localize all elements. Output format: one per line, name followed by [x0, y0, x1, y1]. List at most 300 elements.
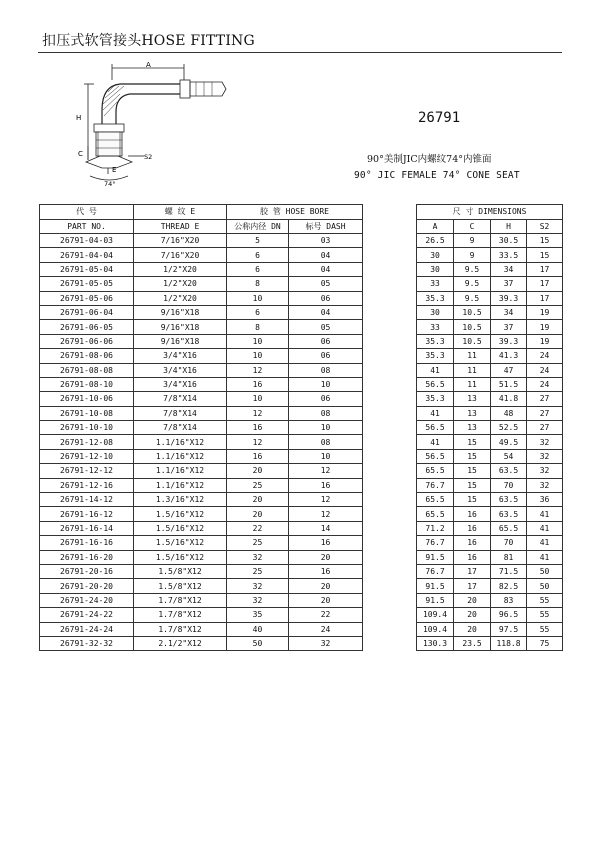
cell-c: 9.5 [454, 277, 491, 291]
cell-dash: 22 [289, 608, 363, 622]
cell-s2: 15 [527, 234, 563, 248]
cell-dash: 04 [289, 262, 363, 276]
cell-thread: 1.1/16"X12 [134, 464, 227, 478]
cell-thread: 1.5/8"X12 [134, 579, 227, 593]
cell-s2: 50 [527, 564, 563, 578]
cell-dn: 5 [227, 234, 289, 248]
cell-c: 16 [454, 550, 491, 564]
cell-part-no: 26791-05-04 [40, 262, 134, 276]
cell-a: 76.7 [417, 478, 454, 492]
cell-dn: 10 [227, 291, 289, 305]
cell-a: 35.3 [417, 392, 454, 406]
cell-s2: 75 [527, 636, 563, 650]
cell-dn: 25 [227, 478, 289, 492]
table-row [40, 449, 563, 463]
cell-dn: 10 [227, 349, 289, 363]
cell-c: 9 [454, 234, 491, 248]
cell-part-no: 26791-10-06 [40, 392, 134, 406]
dim-e-label: E [112, 166, 117, 174]
cell-part-no: 26791-12-12 [40, 464, 134, 478]
cell-thread: 1.5/16"X12 [134, 550, 227, 564]
cell-s2: 17 [527, 291, 563, 305]
cell-s2: 24 [527, 349, 563, 363]
cell-c: 15 [454, 478, 491, 492]
cell-s2: 41 [527, 521, 563, 535]
gap-cell [363, 421, 417, 435]
cell-a: 109.4 [417, 622, 454, 636]
gap-cell [363, 478, 417, 492]
table-row [40, 392, 563, 406]
table-row [40, 464, 563, 478]
cell-c: 15 [454, 464, 491, 478]
cell-s2: 32 [527, 435, 563, 449]
cell-dn: 32 [227, 579, 289, 593]
cell-dn: 32 [227, 550, 289, 564]
cell-s2: 27 [527, 392, 563, 406]
cell-s2: 19 [527, 334, 563, 348]
cell-thread: 3/4"X16 [134, 377, 227, 391]
cell-part-no: 26791-24-22 [40, 608, 134, 622]
cell-dash: 10 [289, 449, 363, 463]
cell-dash: 04 [289, 248, 363, 262]
table-row [40, 334, 563, 348]
cell-c: 17 [454, 579, 491, 593]
header-hose-bore: 胶 管 HOSE BORE [227, 205, 363, 220]
cell-dash: 06 [289, 291, 363, 305]
cell-thread: 1.1/16"X12 [134, 449, 227, 463]
cell-s2: 15 [527, 248, 563, 262]
page-title: 扣压式软管接头HOSE FITTING [42, 33, 255, 49]
header-dn: 公称内径 DN [227, 219, 289, 234]
table-row [40, 622, 563, 636]
table-row [40, 478, 563, 492]
cell-part-no: 26791-32-32 [40, 636, 134, 650]
gap-cell [363, 349, 417, 363]
cell-h: 52.5 [491, 421, 527, 435]
cell-dash: 14 [289, 521, 363, 535]
cell-dn: 12 [227, 406, 289, 420]
cell-dash: 05 [289, 320, 363, 334]
cell-thread: 3/4"X16 [134, 349, 227, 363]
header-row-2 [40, 219, 563, 234]
cell-a: 56.5 [417, 377, 454, 391]
cell-dn: 16 [227, 377, 289, 391]
gap-cell [363, 521, 417, 535]
table-row [40, 277, 563, 291]
cell-part-no: 26791-06-04 [40, 305, 134, 319]
cell-thread: 1.7/8"X12 [134, 608, 227, 622]
fitting-drawing [72, 60, 242, 190]
cell-s2: 50 [527, 579, 563, 593]
gap-cell [363, 406, 417, 420]
cell-s2: 36 [527, 493, 563, 507]
cell-dn: 12 [227, 435, 289, 449]
cell-dn: 10 [227, 392, 289, 406]
cell-part-no: 26791-16-12 [40, 507, 134, 521]
cell-s2: 32 [527, 464, 563, 478]
cell-part-no: 26791-05-06 [40, 291, 134, 305]
cell-h: 30.5 [491, 234, 527, 248]
cell-thread: 1/2"X20 [134, 262, 227, 276]
cell-dash: 08 [289, 435, 363, 449]
cell-dn: 6 [227, 262, 289, 276]
cell-c: 20 [454, 622, 491, 636]
cell-dash: 12 [289, 464, 363, 478]
cell-thread: 9/16"X18 [134, 320, 227, 334]
cell-part-no: 26791-06-06 [40, 334, 134, 348]
cell-c: 11 [454, 377, 491, 391]
cell-dn: 8 [227, 320, 289, 334]
cell-dash: 06 [289, 334, 363, 348]
cell-h: 96.5 [491, 608, 527, 622]
gap-cell [363, 392, 417, 406]
cell-thread: 1.7/8"X12 [134, 622, 227, 636]
cell-c: 10.5 [454, 305, 491, 319]
cell-c: 10.5 [454, 320, 491, 334]
header-part-no: PART NO. [40, 219, 134, 234]
gap-cell [363, 291, 417, 305]
cell-c: 11 [454, 363, 491, 377]
cell-dash: 10 [289, 377, 363, 391]
cell-h: 33.5 [491, 248, 527, 262]
cell-s2: 24 [527, 377, 563, 391]
cell-dash: 12 [289, 507, 363, 521]
cell-a: 26.5 [417, 234, 454, 248]
cell-dn: 16 [227, 421, 289, 435]
gap-cell [363, 449, 417, 463]
table-row [40, 507, 563, 521]
table-row [40, 349, 563, 363]
table-row [40, 435, 563, 449]
cell-c: 9.5 [454, 291, 491, 305]
cell-dn: 8 [227, 277, 289, 291]
cell-dn: 50 [227, 636, 289, 650]
cell-dn: 12 [227, 363, 289, 377]
cell-h: 63.5 [491, 493, 527, 507]
cell-part-no: 26791-06-05 [40, 320, 134, 334]
cell-c: 17 [454, 564, 491, 578]
gap-cell [363, 608, 417, 622]
cell-c: 13 [454, 421, 491, 435]
table-row [40, 421, 563, 435]
cell-h: 34 [491, 305, 527, 319]
cell-c: 20 [454, 593, 491, 607]
cell-dash: 05 [289, 277, 363, 291]
gap-cell [363, 435, 417, 449]
cell-dash: 16 [289, 564, 363, 578]
cell-s2: 32 [527, 478, 563, 492]
cell-thread: 1.1/16"X12 [134, 435, 227, 449]
cell-c: 9 [454, 248, 491, 262]
gap-cell [363, 363, 417, 377]
cell-dn: 25 [227, 564, 289, 578]
cell-thread: 7/8"X14 [134, 421, 227, 435]
cell-a: 30 [417, 262, 454, 276]
cell-dn: 6 [227, 305, 289, 319]
cell-s2: 55 [527, 608, 563, 622]
product-number: 26791 [418, 110, 461, 126]
cell-s2: 27 [527, 421, 563, 435]
cell-dn: 20 [227, 507, 289, 521]
cell-dash: 10 [289, 421, 363, 435]
cell-a: 41 [417, 363, 454, 377]
cell-dash: 32 [289, 636, 363, 650]
cell-part-no: 26791-08-10 [40, 377, 134, 391]
cell-a: 65.5 [417, 507, 454, 521]
cell-h: 70 [491, 478, 527, 492]
cell-thread: 1.5/16"X12 [134, 536, 227, 550]
dim-h-label: H [76, 114, 82, 122]
cell-a: 35.3 [417, 349, 454, 363]
cell-a: 130.3 [417, 636, 454, 650]
cell-part-no: 26791-10-10 [40, 421, 134, 435]
cell-thread: 1.7/8"X12 [134, 593, 227, 607]
description-en: 90° JIC FEMALE 74° CONE SEAT [354, 170, 520, 181]
gap-cell [363, 234, 417, 248]
cell-c: 16 [454, 507, 491, 521]
cell-part-no: 26791-16-14 [40, 521, 134, 535]
cell-part-no: 26791-05-05 [40, 277, 134, 291]
gap-cell [363, 622, 417, 636]
table-row [40, 320, 563, 334]
cell-dn: 20 [227, 464, 289, 478]
cell-dn: 25 [227, 536, 289, 550]
cell-h: 83 [491, 593, 527, 607]
cell-thread: 7/8"X14 [134, 406, 227, 420]
cell-s2: 41 [527, 550, 563, 564]
cell-c: 15 [454, 449, 491, 463]
table-row [40, 579, 563, 593]
cell-a: 56.5 [417, 449, 454, 463]
cell-h: 34 [491, 262, 527, 276]
cell-a: 33 [417, 277, 454, 291]
cell-h: 39.3 [491, 291, 527, 305]
cell-dash: 03 [289, 234, 363, 248]
cell-h: 71.5 [491, 564, 527, 578]
gap-cell [363, 550, 417, 564]
cell-c: 15 [454, 435, 491, 449]
cell-thread: 7/8"X14 [134, 392, 227, 406]
gap-cell [363, 593, 417, 607]
header-thread: 螺 纹 E [134, 205, 227, 220]
cell-h: 41.3 [491, 349, 527, 363]
cell-thread: 1.5/16"X12 [134, 521, 227, 535]
angle-label: 74° [104, 180, 116, 188]
dim-a-label: A [146, 61, 151, 69]
cell-thread: 3/4"X16 [134, 363, 227, 377]
gap-cell [363, 536, 417, 550]
cell-h: 37 [491, 277, 527, 291]
cell-part-no: 26791-12-10 [40, 449, 134, 463]
cell-c: 20 [454, 608, 491, 622]
header-dimensions: 尺 寸 DIMENSIONS [417, 205, 563, 220]
cell-dash: 12 [289, 493, 363, 507]
cell-thread: 1/2"X20 [134, 277, 227, 291]
header-code: 代 号 [40, 205, 134, 220]
header-c: C [454, 219, 491, 234]
table-row [40, 636, 563, 650]
cell-a: 65.5 [417, 493, 454, 507]
cell-a: 41 [417, 406, 454, 420]
cell-h: 41.8 [491, 392, 527, 406]
cell-part-no: 26791-12-08 [40, 435, 134, 449]
cell-dn: 35 [227, 608, 289, 622]
cell-h: 82.5 [491, 579, 527, 593]
cell-dash: 16 [289, 478, 363, 492]
cell-s2: 27 [527, 406, 563, 420]
header-gap [363, 219, 417, 234]
table-row [40, 406, 563, 420]
gap-cell [363, 493, 417, 507]
dim-c-label: C [78, 150, 83, 158]
cell-a: 91.5 [417, 593, 454, 607]
cell-h: 97.5 [491, 622, 527, 636]
cell-s2: 41 [527, 536, 563, 550]
cell-part-no: 26791-14-12 [40, 493, 134, 507]
cell-thread: 2.1/2"X12 [134, 636, 227, 650]
cell-dn: 22 [227, 521, 289, 535]
cell-part-no: 26791-08-08 [40, 363, 134, 377]
cell-dash: 20 [289, 579, 363, 593]
table-row [40, 493, 563, 507]
cell-part-no: 26791-08-06 [40, 349, 134, 363]
gap-cell [363, 564, 417, 578]
gap-cell [363, 464, 417, 478]
gap-cell [363, 334, 417, 348]
cell-c: 13 [454, 406, 491, 420]
cell-s2: 19 [527, 320, 563, 334]
cell-part-no: 26791-20-16 [40, 564, 134, 578]
cell-h: 37 [491, 320, 527, 334]
gap-cell [363, 277, 417, 291]
gap-cell [363, 248, 417, 262]
gap-cell [363, 579, 417, 593]
cell-dn: 10 [227, 334, 289, 348]
cell-dash: 08 [289, 406, 363, 420]
gap-cell [363, 377, 417, 391]
table-row [40, 305, 563, 319]
cell-dash: 20 [289, 593, 363, 607]
table-row [40, 550, 563, 564]
header-a: A [417, 219, 454, 234]
description-cn: 90°美制JIC内螺纹74°内锥面 [367, 154, 492, 165]
cell-dn: 16 [227, 449, 289, 463]
header-gap [363, 205, 417, 220]
cell-dn: 32 [227, 593, 289, 607]
cell-s2: 41 [527, 507, 563, 521]
cell-dn: 6 [227, 248, 289, 262]
cell-thread: 9/16"X18 [134, 305, 227, 319]
cell-h: 54 [491, 449, 527, 463]
table-row [40, 291, 563, 305]
cell-h: 118.8 [491, 636, 527, 650]
cell-s2: 32 [527, 449, 563, 463]
cell-h: 63.5 [491, 507, 527, 521]
cell-part-no: 26791-16-20 [40, 550, 134, 564]
cell-a: 65.5 [417, 464, 454, 478]
gap-cell [363, 636, 417, 650]
spec-table [39, 204, 563, 651]
table-row [40, 608, 563, 622]
cell-c: 10.5 [454, 334, 491, 348]
cell-thread: 1.1/16"X12 [134, 478, 227, 492]
cell-dash: 08 [289, 363, 363, 377]
header-s2: S2 [527, 219, 563, 234]
cell-a: 76.7 [417, 564, 454, 578]
cell-s2: 19 [527, 305, 563, 319]
cell-a: 35.3 [417, 334, 454, 348]
cell-dash: 04 [289, 305, 363, 319]
cell-a: 91.5 [417, 579, 454, 593]
cell-h: 81 [491, 550, 527, 564]
cell-part-no: 26791-24-24 [40, 622, 134, 636]
gap-cell [363, 320, 417, 334]
table-row [40, 262, 563, 276]
table-row [40, 377, 563, 391]
gap-cell [363, 305, 417, 319]
cell-a: 30 [417, 305, 454, 319]
cell-c: 16 [454, 536, 491, 550]
table-row [40, 564, 563, 578]
cell-s2: 17 [527, 262, 563, 276]
table-row [40, 536, 563, 550]
header-row-1 [40, 205, 563, 220]
cell-h: 47 [491, 363, 527, 377]
cell-part-no: 26791-24-20 [40, 593, 134, 607]
cell-part-no: 26791-16-16 [40, 536, 134, 550]
cell-s2: 24 [527, 363, 563, 377]
title-divider [38, 52, 562, 53]
gap-cell [363, 507, 417, 521]
cell-a: 41 [417, 435, 454, 449]
cell-a: 109.4 [417, 608, 454, 622]
table-row [40, 521, 563, 535]
cell-thread: 1/2"X20 [134, 291, 227, 305]
table-row [40, 363, 563, 377]
cell-c: 13 [454, 392, 491, 406]
cell-h: 65.5 [491, 521, 527, 535]
cell-c: 15 [454, 493, 491, 507]
cell-dash: 06 [289, 392, 363, 406]
cell-s2: 55 [527, 622, 563, 636]
cell-thread: 1.5/16"X12 [134, 507, 227, 521]
cell-dash: 20 [289, 550, 363, 564]
cell-part-no: 26791-10-08 [40, 406, 134, 420]
cell-h: 49.5 [491, 435, 527, 449]
cell-h: 70 [491, 536, 527, 550]
cell-dash: 16 [289, 536, 363, 550]
cell-c: 11 [454, 349, 491, 363]
cell-a: 30 [417, 248, 454, 262]
cell-h: 51.5 [491, 377, 527, 391]
cell-thread: 7/16"X20 [134, 248, 227, 262]
cell-a: 35.3 [417, 291, 454, 305]
cell-h: 39.3 [491, 334, 527, 348]
cell-dash: 24 [289, 622, 363, 636]
cell-thread: 7/16"X20 [134, 234, 227, 248]
gap-cell [363, 262, 417, 276]
cell-a: 76.7 [417, 536, 454, 550]
cell-dn: 40 [227, 622, 289, 636]
header-thread-e: THREAD E [134, 219, 227, 234]
cell-a: 71.2 [417, 521, 454, 535]
table-row [40, 234, 563, 248]
cell-c: 23.5 [454, 636, 491, 650]
cell-part-no: 26791-20-20 [40, 579, 134, 593]
cell-a: 56.5 [417, 421, 454, 435]
cell-a: 91.5 [417, 550, 454, 564]
cell-a: 33 [417, 320, 454, 334]
